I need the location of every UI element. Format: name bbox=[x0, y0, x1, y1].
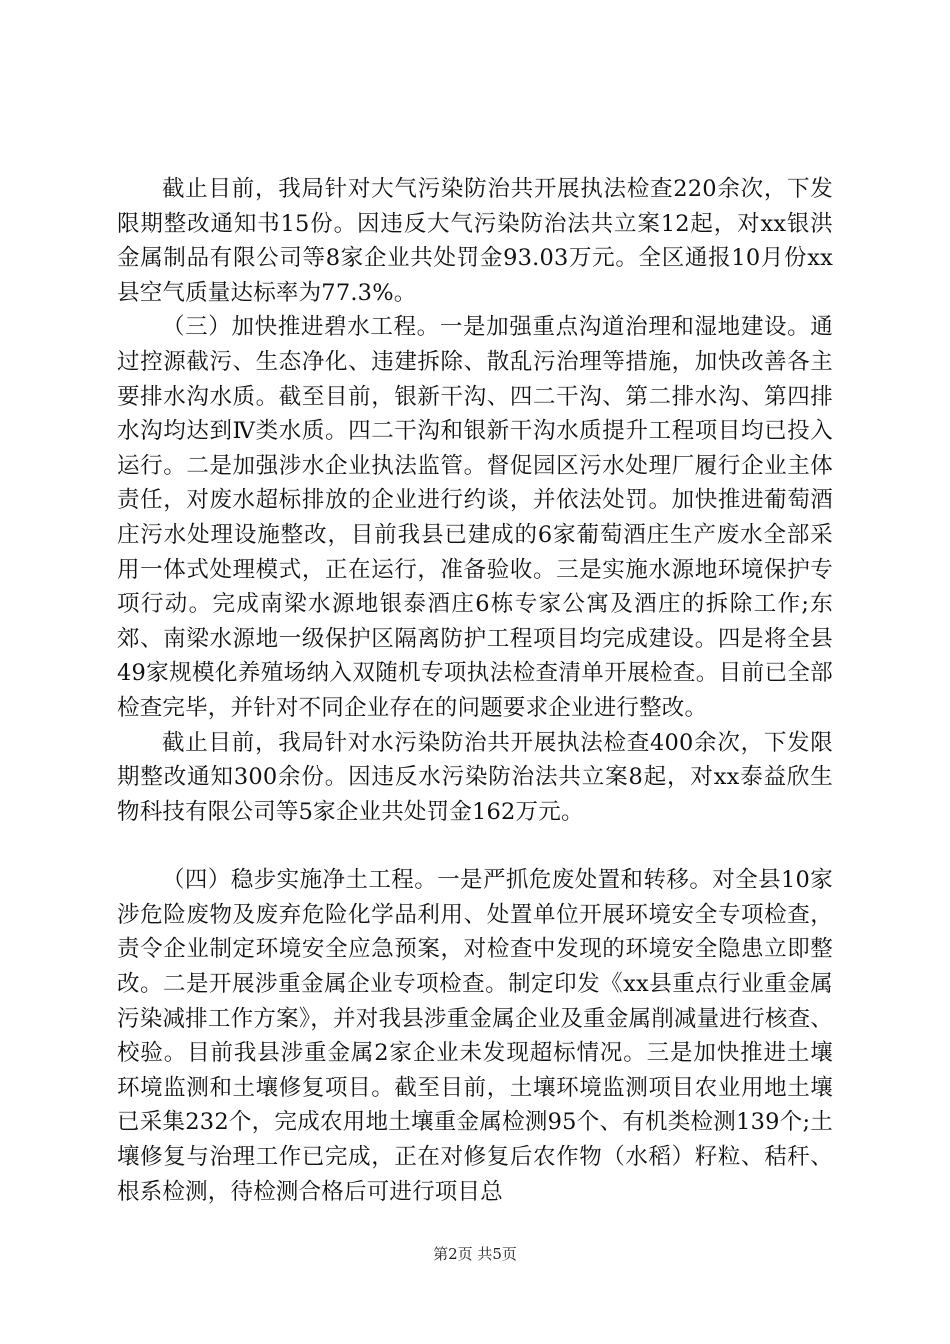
paragraph-clear-water-project: （三）加快推进碧水工程。一是加强重点沟道治理和湿地建设。通过控源截污、生态净化、违建拆除、散乱污治理等措施，加快改善各主要排水沟水质。截至目前，银新干沟、四二干沟、第二排水沟、第四排水沟均达到Ⅳ类水质。四二干沟和银新干沟水质提升工程项目均已投入运行。二是加强涉水企业执法监管。督促园区污水处理厂履行企业主体责任，对废水超标排放的企业进行约谈，并依法处罚。加快推进葡萄酒庄污水处理设施整改，目前我县已建成的6家葡萄酒庄生产废水全部采用一体式处理模式，正在运行，准备验收。三是实施水源地环境保护专项行动。完成南梁水源地银泰酒庄6栋专家公寓及酒庄的拆除工作;东郊、南梁水源地一级保护区隔离防护工程项目均完成建设。四是将全县49家规模化养殖场纳入双随机专项执法检查清单开展检查。目前已全部检查完毕，并针对不同企业存在的问题要求企业进行整改。 bbox=[117, 314, 833, 721]
document-body bbox=[117, 172, 833, 1209]
paragraph-clean-soil-project: （四）稳步实施净土工程。一是严抓危废处置和转移。对全县10家涉危险废物及废弃危险化学品利用、处置单位开展环境安全专项检查，责令企业制定环境安全应急预案，对检查中发现的环境安全隐患立即整改。二是开展涉重金属企业专项检查。制定印发《xx县重点行业重金属污染减排工作方案》，并对我县涉重金属企业及重金属削减量进行核查、校验。目前我县涉重金属2家企业未发现超标情况。三是加快推进土壤环境监测和土壤修复项目。截至目前，土壤环境监测项目农业用地土壤已采集232个，完成农用地土壤重金属检测95个、有机类检测139个;土壤修复与治理工作已完成，正在对修复后农作物（水稻）籽粒、秸秆、根系检测，待检测合格后可进行项目总 bbox=[117, 867, 833, 1205]
paragraph-air-enforcement: 截止目前，我局针对大气污染防治共开展执法检查220余次，下发限期整改通知书15份。因违反大气污染防治法共立案12起，对xx银洪金属制品有限公司等8家企业共处罚金93.03万元。全区通报10月份xx县空气质量达标率为77.3%。 bbox=[117, 176, 833, 306]
page-number-footer: 第2页 共5页 bbox=[433, 1245, 517, 1263]
paragraph-water-enforcement: 截止目前，我局针对水污染防治共开展执法检查400余次，下发限期整改通知300余份。因违反水污染防治法共立案8起，对xx泰益欣生物科技有限公司等5家企业共处罚金162万元。 bbox=[117, 729, 833, 825]
paragraph-spacer bbox=[117, 829, 833, 863]
